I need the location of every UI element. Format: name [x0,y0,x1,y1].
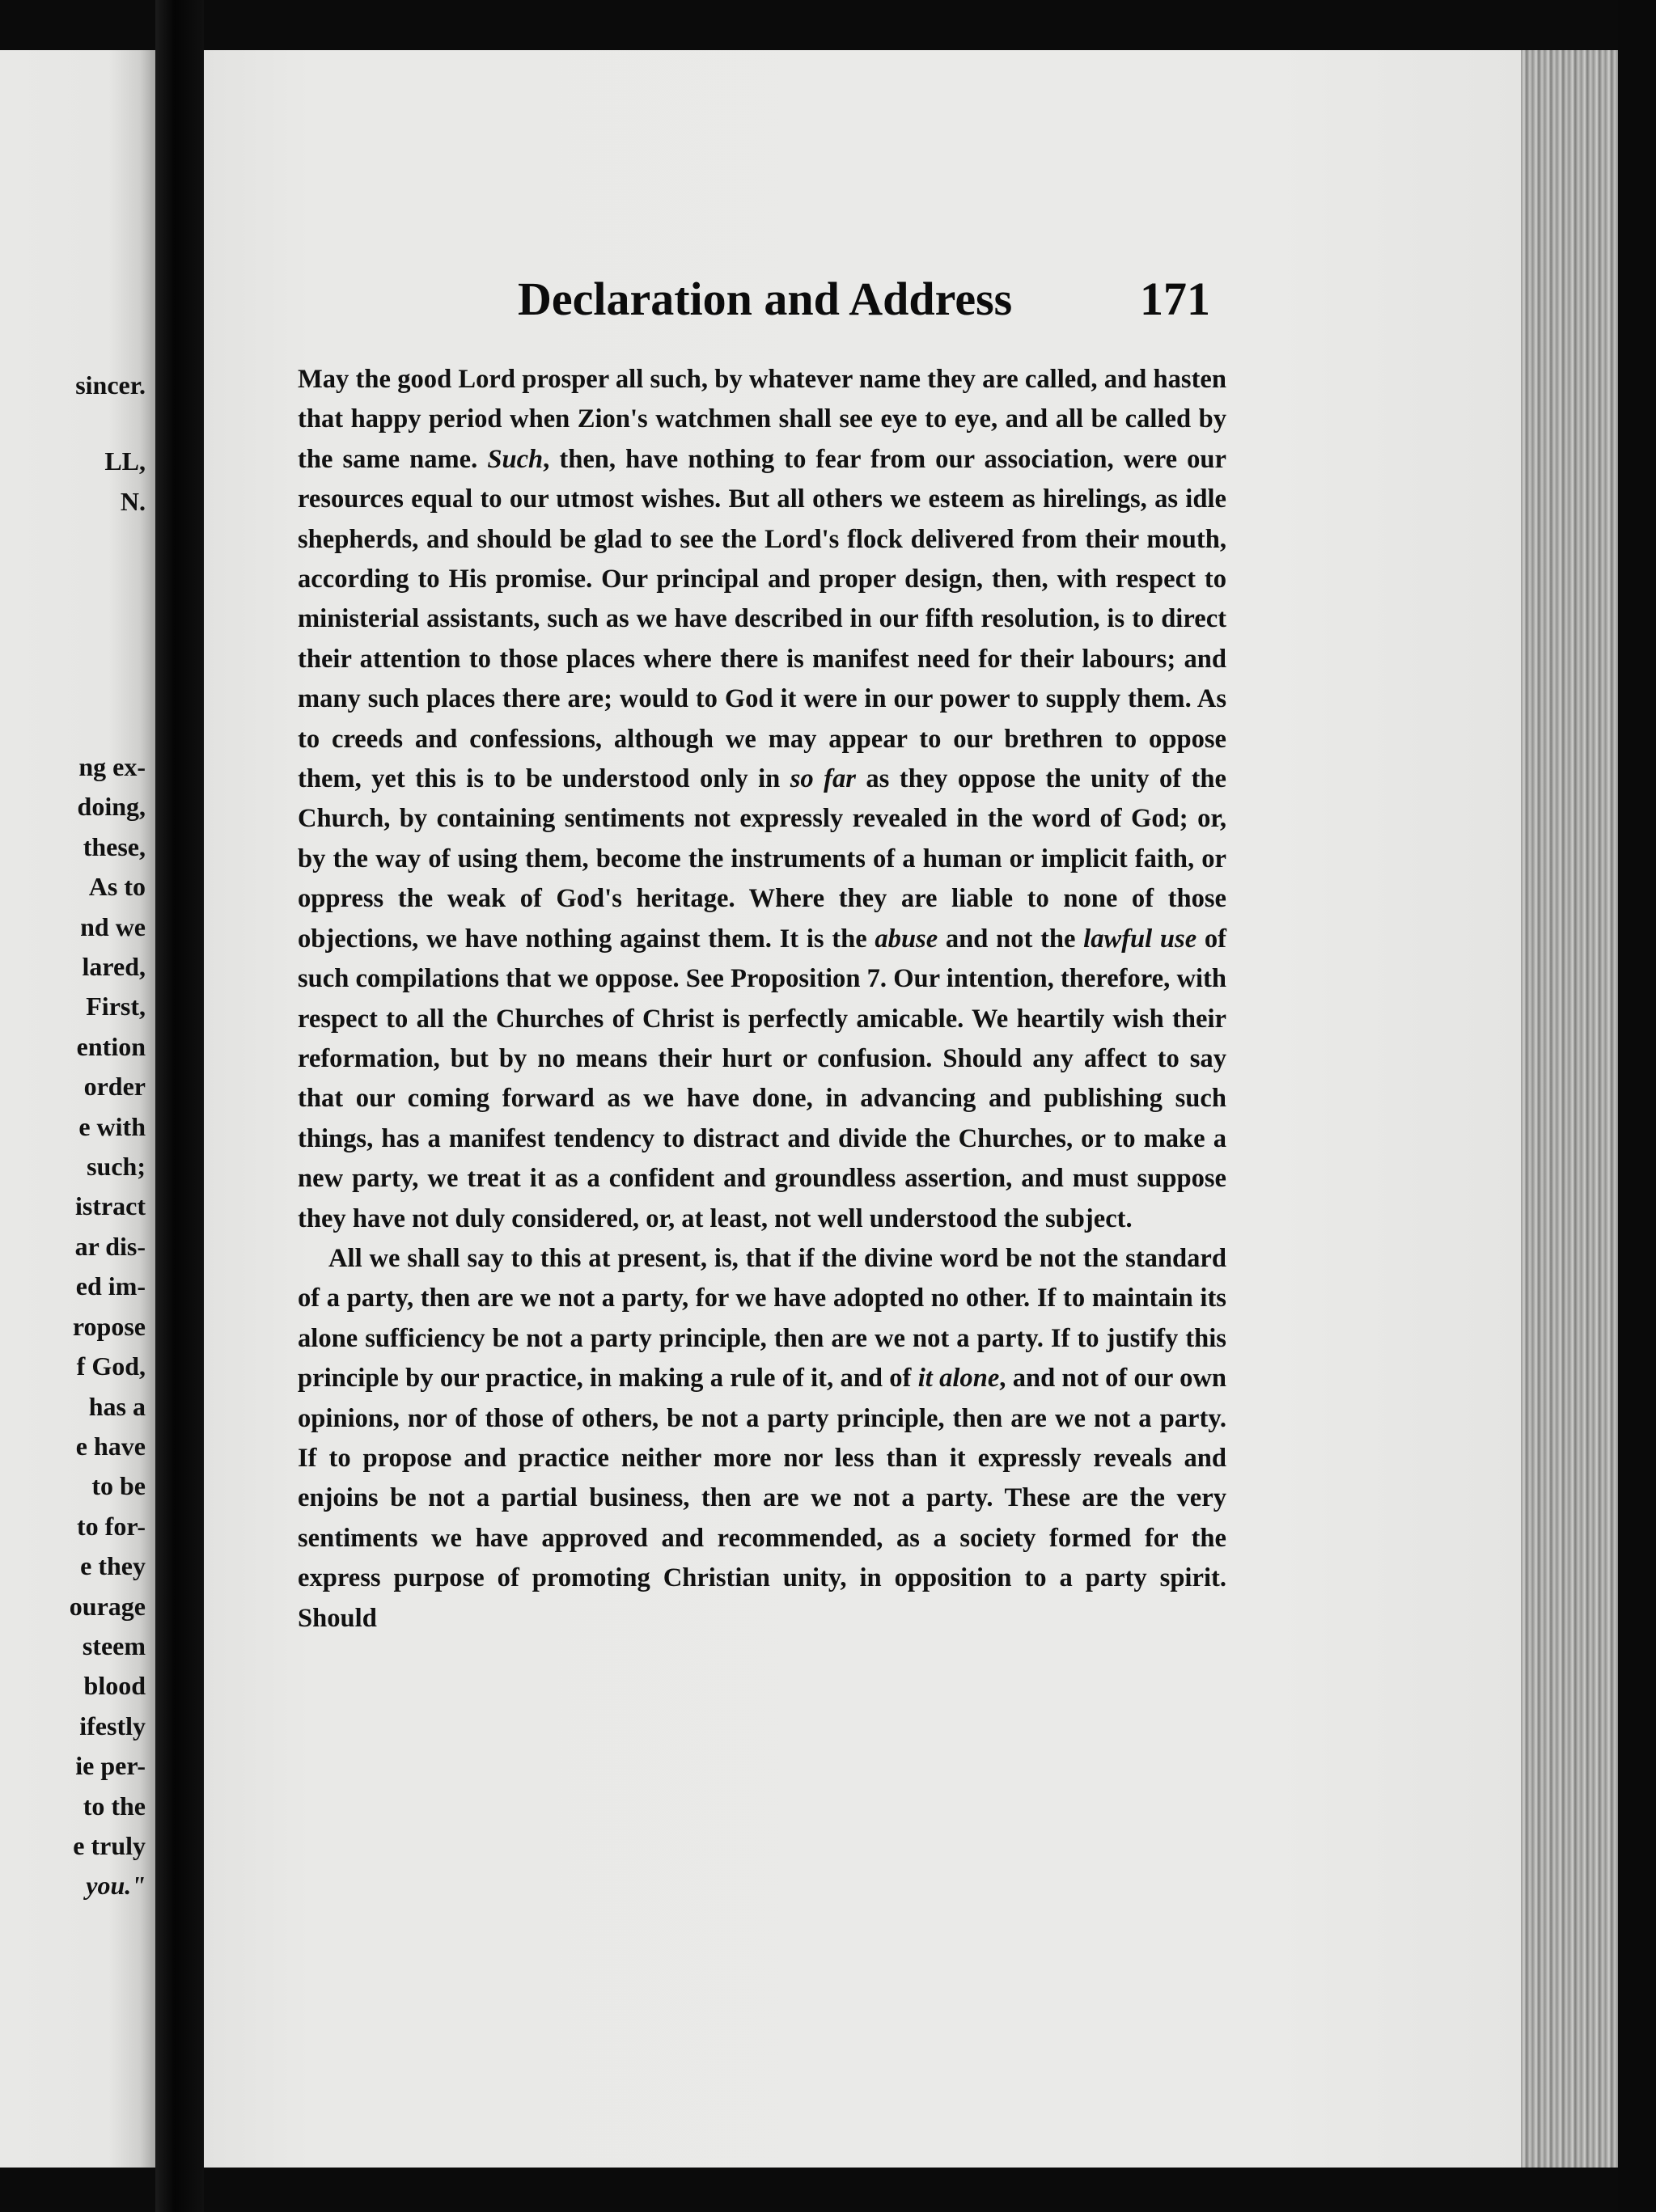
facing-page-top-fragments [75,359,146,527]
facing-line: f God, [76,1351,146,1381]
italic-run: abuse [875,924,938,954]
italic-run: it alone [917,1364,1000,1394]
italic-run: so far [790,764,856,794]
paragraph [298,360,1226,1239]
body-text [298,360,1226,1639]
running-title: Declaration and Address [518,273,1013,325]
facing-line: ropose [72,1311,146,1341]
facing-line: ie per- [75,1751,146,1781]
facing-line: e have [75,1431,146,1461]
facing-line: e with [78,1111,146,1141]
facing-line: to for- [77,1511,146,1541]
text-run: as they oppose the unity of the Church, by containing sentiments not expressly revealed in the word of God; or, by the way of using them, become the instruments of a human or implicit faith, or oppress the weak of God's heritage. Where they are liable to none of those objections, we have nothing against them. It is the [298,764,1226,954]
text-run: of such compilations that we oppose. See Proposition 7. Our intention, therefore, with respect to all the Churches of Christ is perfectly amicable. We heartily wish their reformation, but by no means their hurt or confusion. Should any affect to say that our coming forward as we have done, in advancing and publishing such things, has a manifest tendency to distract and divide the Churches, or to make a new party, we treat it as a confident and groundless assertion, and must suppose they have not duly considered, or, at least, not well understood the subject. [298,924,1226,1233]
facing-line: these, [83,831,146,861]
facing-line: order [83,1072,146,1102]
facing-line: As to [88,872,146,902]
facing-line: nd we [80,911,146,941]
facing-line: to be [91,1471,146,1501]
facing-line: you." [86,1871,146,1901]
facing-line: to the [83,1791,146,1821]
facing-line: ention [76,1031,146,1061]
facing-line: ourage [69,1591,146,1621]
facing-line: blood [83,1671,146,1701]
text-run: , then, have nothing to fear from our association, were our resources equal to our utmost wishes. But all others we esteem as hirelings, as idle shepherds, and should be glad to see the Lord's flock delivered from their mouth, according to His promise. Our principal and proper design, then, with respect to ministerial assistants, such as we have described in our fifth resolution, is to direct their attention to those places where there is manifest need for their labours; and many such places there are; would to God it were in our power to supply them. As to creeds and confessions, although we may appear to our brethren to oppose them, yet this is to be understood only in [298,444,1226,794]
text-run: May the good Lord prosper all such, by whatever name they are called, and hasten that happy period when Zion's watchmen shall see eye to eye, and all be called by the same name. [298,365,1226,474]
facing-line: sincer. [75,370,146,400]
facing-line: N. [120,487,146,516]
facing-line: steem [82,1630,146,1660]
facing-line: e truly [73,1830,146,1860]
facing-line: istract [74,1191,146,1221]
facing-line: has a [88,1391,146,1421]
text-run: and not the [938,924,1084,954]
page-edges [1521,50,1618,2168]
facing-line: ifestly [79,1711,146,1740]
facing-line: lared, [82,952,146,982]
facing-page-fragment [0,50,155,2168]
paragraph [298,1239,1226,1639]
page-header [518,267,1230,332]
scan-border [1618,0,1656,2212]
book-gutter [155,0,204,2212]
facing-line: First, [86,992,146,1021]
italic-run: lawful use [1083,924,1197,954]
facing-line: ng ex- [78,752,146,781]
facing-line: LL, [104,446,146,476]
italic-run: Such [487,444,544,474]
facing-page-middle-fragments [70,747,146,1906]
text-run: All we shall say to this at present, is, that if the divine word be not the standard of a party, then are we not a party, for we have adopted no other. If to maintain its alone sufficiency be not a party principle, then are we not a party. If to justify this principle by our practice, in making a rule of it, and of [298,1243,1226,1394]
facing-line: doing, [77,792,146,822]
facing-line: e they [80,1551,146,1581]
page-number: 171 [1140,273,1210,325]
facing-line: ed im- [75,1271,146,1301]
facing-line: ar dis- [74,1231,146,1261]
text-run: , and not of our own opinions, nor of those of others, be not a party principle, then are we not a party. If to propose and practice neither more nor less than it expressly reveals and enjoins be not a partial business, then are we not a party. These are the very sentiments we have approved and recommended, as a society formed for the express purpose of promoting Christian unity, in opposition to a party spirit. Should [298,1364,1226,1633]
facing-line: such; [87,1152,146,1182]
